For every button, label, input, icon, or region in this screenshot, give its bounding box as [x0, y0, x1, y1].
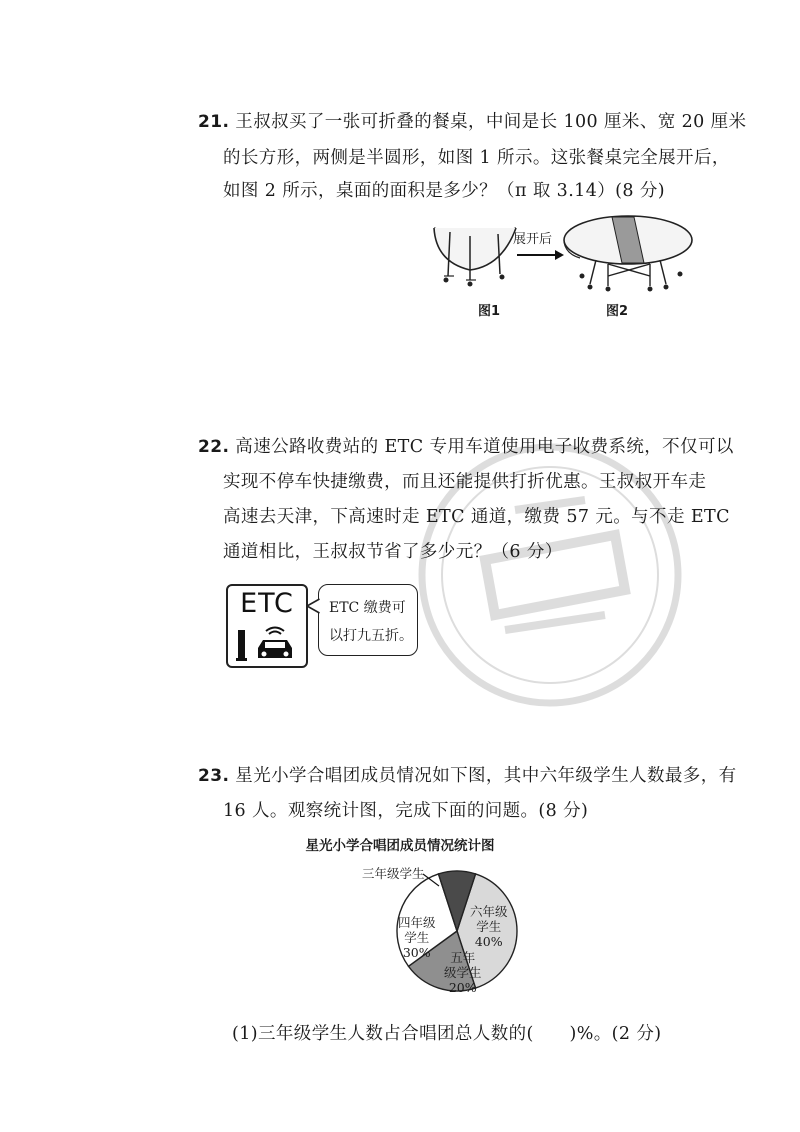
q23-sub1: (1)三年级学生人数占合唱团总人数的( )%。(2 分): [232, 1024, 662, 1044]
bubble-line1: ETC 缴费可: [329, 600, 406, 616]
q21-line1: 21. 王叔叔买了一张可折叠的餐桌，中间是长 100 厘米、宽 20 厘米: [198, 112, 747, 132]
q22-number: 22.: [198, 437, 230, 457]
expand-label: 展开后: [513, 232, 553, 247]
grade3-leader-line: [422, 872, 442, 888]
label-grade5: 五年 级学生 20%: [444, 950, 482, 995]
q22-line4: 通道相比，王叔叔节省了多少元？（6 分）: [223, 542, 563, 562]
label-grade4: 四年级 学生 30%: [398, 915, 436, 960]
bubble-pointer: [306, 598, 320, 614]
etc-logo: ETC: [240, 588, 294, 619]
fig2-caption: 图2: [606, 304, 629, 319]
q22-line2: 实现不停车快捷缴费，而且还能提供打折优惠。王叔叔开车走: [223, 472, 707, 492]
chart-title: 星光小学合唱团成员情况统计图: [305, 838, 495, 854]
toll-booth-car-icon: [234, 624, 300, 662]
q22-line1: 22. 高速公路收费站的 ETC 专用车道使用电子收费系统，不仅可以: [198, 437, 734, 457]
q23-number: 23.: [198, 766, 230, 786]
label-grade6: 六年级 学生 40%: [470, 904, 508, 949]
q23-line2: 16 人。观察统计图，完成下面的问题。(8 分): [223, 801, 589, 821]
q23-line1: 23. 星光小学合唱团成员情况如下图，其中六年级学生人数最多，有: [198, 766, 737, 786]
etc-speech-bubble: [318, 584, 418, 656]
q21-line2: 的长方形，两侧是半圆形，如图 1 所示。这张餐桌完全展开后，: [223, 148, 730, 168]
folded-table-figure: [430, 216, 520, 294]
expand-arrow-icon: [517, 248, 565, 262]
q21-line3: 如图 2 所示，桌面的面积是多少？（π 取 3.14）(8 分): [223, 181, 666, 201]
etc-sign: [226, 584, 308, 668]
fig1-caption: 图1: [478, 304, 501, 319]
q21-number: 21.: [198, 112, 230, 132]
bubble-line2: 以打九五折。: [329, 628, 413, 644]
expanded-table-figure: [560, 214, 700, 296]
label-grade3: 三年级学生: [362, 866, 425, 881]
q22-line3: 高速去天津，下高速时走 ETC 通道，缴费 57 元。与不走 ETC: [223, 507, 730, 527]
